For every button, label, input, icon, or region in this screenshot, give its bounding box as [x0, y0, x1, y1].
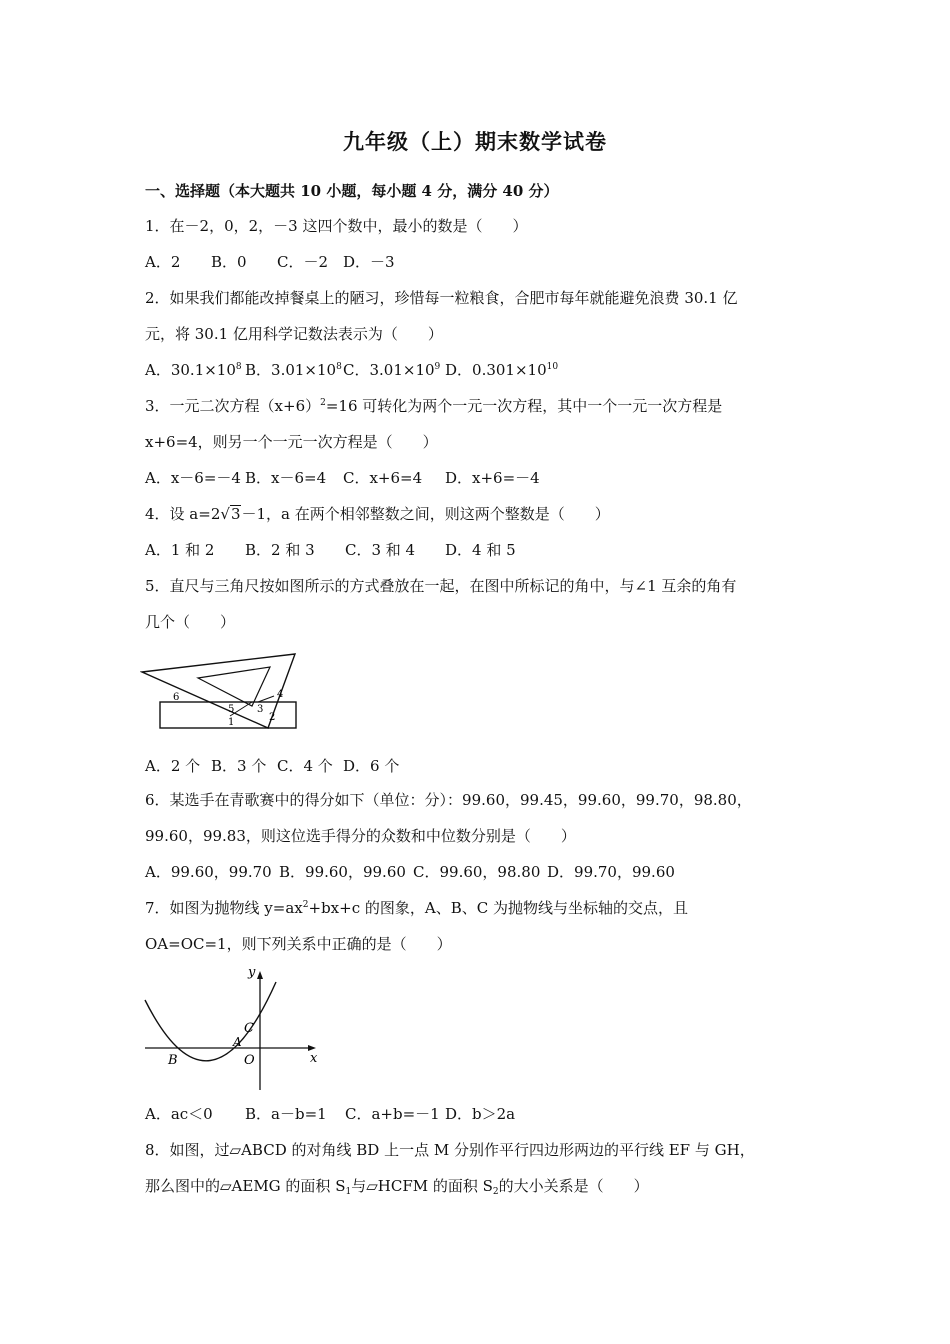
question-4-options	[145, 540, 516, 560]
option-d: D．b＞2a	[445, 1105, 516, 1123]
parabola-figure	[140, 960, 330, 1095]
option-c: C．99.60，98.80	[413, 863, 541, 881]
question-6-options	[145, 862, 675, 882]
page-title: 九年级（上）期末数学试卷	[343, 129, 607, 154]
question-5-stem-line1: 5．直尺与三角尺按如图所示的方式叠放在一起，在图中所标记的角中，与∠1 互余的角有	[145, 577, 737, 595]
option-c: C．a+b=－1	[345, 1105, 440, 1123]
option-d: D．x+6=－4	[445, 469, 540, 487]
question-7-stem-line2: OA=OC=1，则下列关系中正确的是（ ）	[145, 935, 452, 953]
option-a: A．99.60，99.70	[145, 863, 272, 881]
question-3-stem-line2: x+6=4，则另一个一元一次方程是（ ）	[145, 433, 438, 451]
angle-line	[258, 696, 274, 702]
question-3-stem-line1: 3．一元二次方程$(x+6)^2=16$ 可转化为两个一元一次方程，其中一个一元一次方程是	[145, 397, 723, 415]
option-b: B．x－6=4	[245, 469, 327, 487]
question-2-stem-line1: 2．如果我们都能改掉餐桌上的陋习，珍惜每一粒粮食，合肥市每年就能避免浪费 30.1 亿	[145, 289, 738, 307]
radicand: 3	[230, 505, 241, 523]
section-heading: 一、选择题（本大题共 10 小题，每小题 4 分，满分 40 分）	[145, 182, 559, 200]
angle-label-3: 3	[257, 704, 264, 715]
point-a-label: A	[233, 1035, 242, 1049]
question-8-stem-line2: 那么图中的▱AEMG 的面积 $S_1$与▱HCFM 的面积 $S_2$的大小关系是（ ）	[145, 1177, 649, 1197]
option-b: B．2 和 3	[245, 541, 315, 559]
point-b-label: B	[168, 1053, 178, 1068]
option-a: A．$30.1\times 10^8$	[145, 361, 242, 379]
option-c: C．3 和 4	[345, 541, 416, 559]
option-c: C．x+6=4	[343, 469, 423, 487]
option-a: A．2 个	[145, 757, 201, 775]
question-3-options	[145, 468, 540, 488]
option-d: D．4 和 5	[445, 541, 516, 559]
x-axis-label: x	[310, 1051, 318, 1066]
option-b: B．99.60，99.60	[279, 863, 406, 881]
option-d: D．$0.301\times 10^{10}$	[445, 361, 559, 379]
option-d: D．6 个	[343, 757, 400, 775]
option-a: A．1 和 2	[145, 541, 215, 559]
option-a: A．ac＜0	[145, 1105, 213, 1123]
option-b: B．0	[211, 253, 247, 271]
y-axis-label: y	[248, 965, 256, 980]
option-c: C．$3.01\times 10^9$	[343, 361, 441, 379]
angle-label-6: 6	[173, 692, 180, 703]
ruler-triangle-figure	[140, 650, 305, 735]
option-b: B．a－b=1	[245, 1105, 327, 1123]
question-2-options	[145, 360, 558, 380]
option-a: A．2	[145, 253, 181, 271]
angle-label-2: 2	[269, 712, 276, 723]
point-c-label: C	[244, 1021, 254, 1036]
question-2-stem-line2: 元，将 30.1 亿用科学记数法表示为（ ）	[145, 325, 443, 343]
question-1-options	[145, 252, 395, 272]
question-8-stem-line1: 8．如图，过▱ABCD 的对角线 BD 上一点 M 分别作平行四边形两边的平行线 EF 与 GH，	[145, 1141, 755, 1159]
angle-label-1: 1	[228, 717, 235, 728]
question-7-stem-line1: 7．如图为抛物线 $y=ax^2+bx+c$ 的图象，A、B、C 为抛物线与坐标轴的交点，且	[145, 899, 688, 917]
set-square-inner	[198, 667, 270, 706]
origin-label: O	[244, 1053, 255, 1068]
parabola-curve	[145, 982, 276, 1061]
option-b: B．3 个	[211, 757, 267, 775]
question-6-stem-line1: 6．某选手在青歌赛中的得分如下（单位：分）：99.60，99.45，99.60，99.70，98.80，	[145, 791, 752, 809]
question-5-options	[145, 756, 399, 776]
question-6-stem-line2: 99.60，99.83，则这位选手得分的众数和中位数分别是（ ）	[145, 827, 576, 845]
question-7-options	[145, 1104, 515, 1124]
angle-label-5: 5	[228, 704, 235, 715]
option-d: D．99.70，99.60	[547, 863, 675, 881]
question-5-stem-line2: 几个（ ）	[145, 613, 236, 631]
y-axis-arrow	[257, 971, 263, 979]
question-4-stem: 4．设 a=2√3－1，a 在两个相邻整数之间，则这两个整数是（ ）	[145, 505, 610, 523]
option-c: C．－2	[277, 253, 329, 271]
option-d: D．－3	[343, 253, 395, 271]
option-c: C．4 个	[277, 757, 333, 775]
angle-label-4: 4	[277, 689, 284, 700]
option-b: B．$3.01\times 10^8$	[245, 361, 342, 379]
question-1-stem: 1．在－2，0，2，－3 这四个数中，最小的数是（ ）	[145, 217, 528, 235]
option-a: A．x－6=－4	[145, 469, 241, 487]
